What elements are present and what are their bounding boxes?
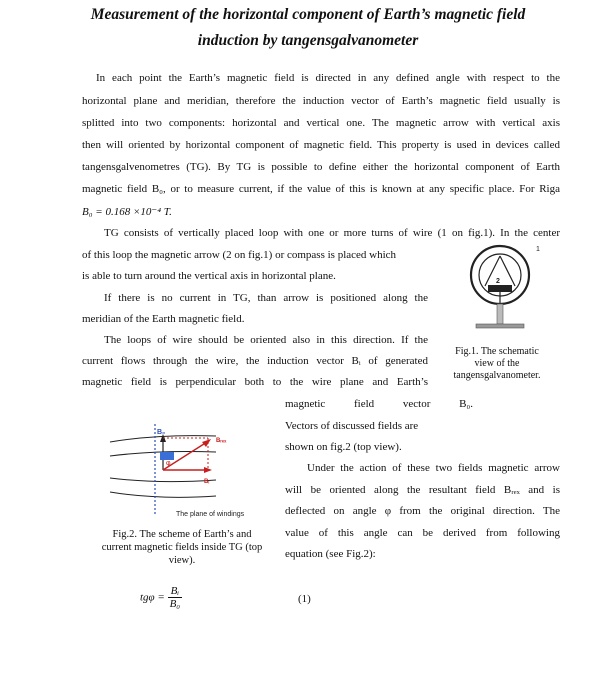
para1-line-3: splitted into two components: horizontal and vertical one. The magnetic arrow with vertical axis [82, 117, 560, 129]
formula-lhs: tgφ = [140, 591, 165, 604]
figure-2-field-scheme [108, 418, 278, 522]
formula-fraction [168, 585, 183, 610]
para5-line-1: Under the action of these two fields magnetic arrow [307, 462, 560, 474]
para3-line-2: meridian of the Earth magnetic field. [82, 313, 245, 325]
fig1-arrow [488, 285, 512, 292]
fig2-caption-3: view). [168, 555, 196, 566]
para4-line-2: current flows through the wire, the induction vector Bᵢ of generated [82, 355, 428, 367]
para5-line-5: equation (see Fig.2): [285, 548, 376, 560]
para4-line-4: magnetic field vector B₀. [285, 398, 473, 410]
para4-line-1: The loops of wire should be oriented also in this direction. If the [104, 334, 428, 346]
fig1-base [476, 324, 524, 328]
fig2-label-b0: B₀ [157, 429, 166, 436]
fig2-label-plane: The plane of windings [176, 511, 245, 518]
fig2-caption-1: Fig.2. The scheme of Earth’s and [112, 529, 252, 540]
para2-line-2: of this loop the magnetic arrow (2 on fig.1) or compass is placed which [82, 249, 397, 261]
para1-line-4: then will oriented by horizontal component of magnetic field. This property is used in devices called [82, 139, 560, 151]
formula-numerator: Bᵢ [168, 585, 183, 598]
fig1-caption-3: tangensgalvanometer. [453, 370, 541, 381]
formula-1 [140, 585, 182, 610]
fig1-stand [497, 304, 503, 324]
fig2-field-line [110, 492, 216, 497]
para5-line-4: value of this angle can be derived from following [285, 527, 560, 539]
para1-line-1: In each point the Earth’s magnetic field is directed in any defined angle with respect to the [96, 72, 560, 84]
para2-line-1: TG consists of vertically placed loop with one or more turns of wire (1 on fig.1). In the center [104, 227, 560, 239]
formula-number: (1) [298, 593, 311, 605]
para1-line-7: B₀ = 0.168 ×10⁻⁴ T. [82, 206, 172, 218]
para4-line-5: Vectors of discussed fields are [285, 420, 419, 432]
title-line-2: induction by tangensgalvanometer [197, 32, 419, 49]
fig2-label-phi: φ [166, 460, 171, 467]
fig2-arrow-needle [160, 452, 174, 460]
fig1-triangle-right [500, 256, 515, 286]
para5-line-3: deflected on angle φ from the original direction. The [285, 505, 560, 517]
para1-line-6: magnetic field B₀, or to measure current, if the value of this is known at any specific place. For Riga [82, 183, 560, 195]
title-line-1: Measurement of the horizontal component of Earth’s magnetic field [90, 6, 526, 23]
fig2-label-brez: Bᵣₑₓ [216, 438, 227, 444]
para2-line-3: is able to turn around the vertical axis in horizontal plane. [82, 270, 336, 282]
figure-1-tangensgalvanometer [452, 238, 552, 342]
fig2-caption-2: current magnetic fields inside TG (top [101, 542, 263, 553]
formula-denominator: B₀ [169, 598, 181, 610]
fig1-label-1: 1 [536, 246, 540, 253]
para1-line-5: tangensgalvenometres (TG). By TG is possible to define either the horizontal component of Earth [82, 161, 560, 173]
fig1-caption-1: Fig.1. The schematic [455, 346, 539, 357]
fig1-label-2: 2 [496, 278, 500, 285]
fig1-caption-2: view of the [474, 358, 520, 369]
para3-line-1: If there is no current in TG, than arrow is positioned along the [104, 292, 428, 304]
para4-line-3: magnetic field is perpendicular both to the wire plane and Earth’s [82, 376, 428, 388]
para1-line-2: horizontal plane and meridian, therefore the induction vector of Earth’s magnetic field usually is [82, 95, 560, 107]
para4-line-6: shown on fig.2 (top view). [285, 441, 402, 453]
fig2-field-line [110, 478, 216, 482]
fig2-brez-arrowhead [202, 439, 211, 447]
fig2-label-bi: Bᵢ [204, 479, 210, 485]
para5-line-2: will be oriented along the resultant field Bᵣₑₓ and is [285, 484, 560, 496]
